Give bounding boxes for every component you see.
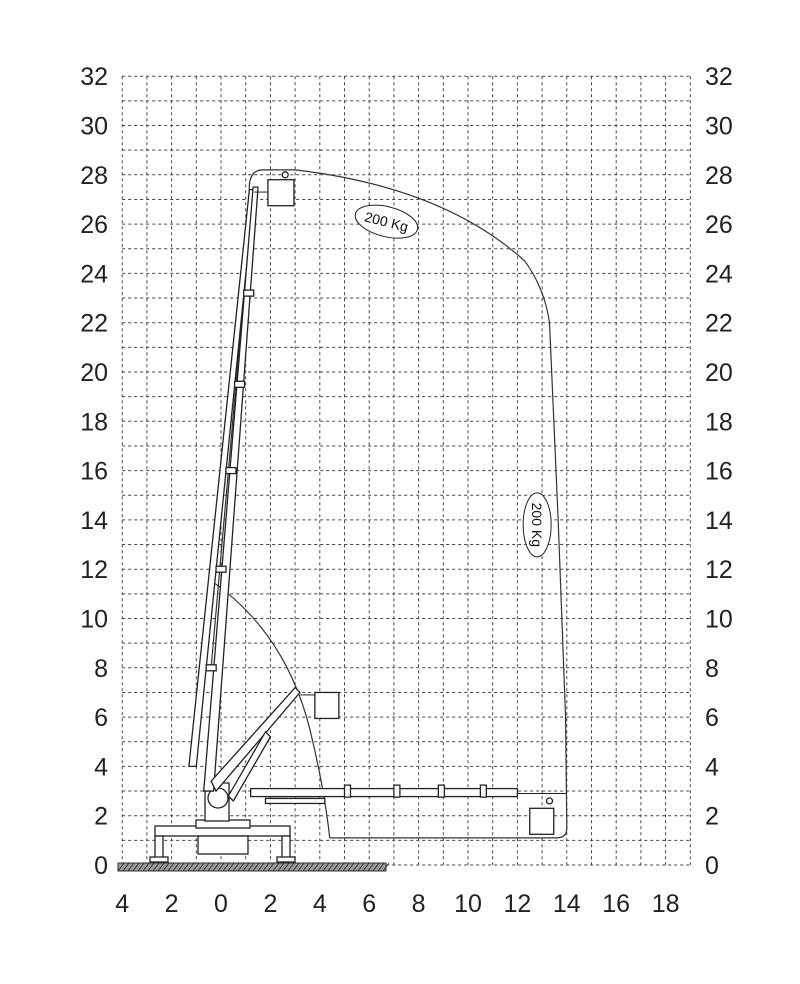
aerial-platform-machine (150, 172, 567, 862)
y-tick-label-left: 28 (80, 161, 108, 190)
boom-joint (345, 785, 351, 797)
x-tick-label: 14 (552, 890, 581, 918)
load-labels (352, 199, 551, 556)
y-tick-label-right: 2 (705, 802, 719, 831)
y-tick-label-left: 0 (94, 852, 108, 880)
y-tick-label-left: 4 (94, 753, 108, 782)
y-tick-label-left: 20 (80, 359, 108, 387)
top-basket-operator (282, 172, 288, 178)
y-axis-ticks-right (705, 63, 733, 880)
y-tick-label-left: 10 (80, 605, 108, 634)
x-tick-label: 4 (312, 890, 327, 918)
ground-base (118, 863, 389, 871)
y-tick-label-right: 32 (705, 63, 733, 92)
load-label-top-text: 200 Kg (363, 208, 410, 235)
boom-joint (438, 785, 444, 797)
load-label-top (352, 199, 421, 244)
y-tick-label-left: 32 (80, 63, 108, 92)
x-tick-label: 12 (503, 890, 532, 918)
y-tick-label-left: 30 (80, 112, 108, 141)
y-tick-label-right: 30 (705, 112, 733, 141)
x-tick-label: 16 (602, 890, 631, 918)
y-tick-label-left: 14 (80, 506, 108, 535)
x-tick-label: 6 (362, 890, 377, 918)
y-tick-label-left: 2 (94, 802, 108, 831)
right-basket (530, 808, 554, 834)
right-basket-operator (547, 798, 553, 804)
y-tick-label-right: 10 (705, 605, 733, 634)
boom-joint (394, 785, 400, 797)
x-tick-label: 10 (454, 890, 482, 918)
y-tick-label-left: 8 (94, 654, 108, 683)
y-axis-ticks-left (80, 63, 108, 880)
x-tick-label: 8 (411, 890, 426, 918)
y-tick-label-right: 24 (705, 260, 733, 289)
x-tick-label: 4 (115, 890, 130, 918)
y-tick-label-left: 26 (80, 211, 108, 240)
outrigger-pad-left (150, 857, 168, 862)
y-tick-label-left: 18 (80, 408, 108, 437)
y-tick-label-right: 28 (705, 161, 733, 190)
y-tick-label-right: 14 (705, 506, 733, 535)
boom-joint (244, 290, 254, 296)
y-tick-label-right: 20 (705, 359, 733, 387)
y-tick-label-left: 24 (80, 260, 108, 289)
x-tick-label: 0 (214, 890, 228, 918)
boom-horizontal-cylinder (265, 798, 324, 803)
boom-joint (226, 468, 236, 474)
y-tick-label-right: 22 (705, 309, 733, 338)
y-tick-label-right: 0 (705, 852, 719, 880)
y-tick-label-right: 4 (705, 753, 719, 782)
y-tick-label-right: 8 (705, 654, 719, 683)
y-tick-label-left: 16 (80, 457, 108, 486)
y-tick-label-right: 18 (705, 408, 733, 437)
boom-joint (216, 566, 226, 572)
y-tick-label-right: 16 (705, 457, 733, 486)
top-basket (268, 180, 294, 206)
boom-horizontal (251, 789, 518, 797)
boom-mid-outer (211, 688, 300, 792)
outrigger-pad-right (277, 857, 295, 862)
boom-joint (206, 665, 216, 671)
x-tick-label: 2 (164, 890, 179, 918)
mid-basket (315, 692, 339, 718)
y-tick-label-right: 6 (705, 704, 719, 733)
boom-vertical-inner (204, 187, 258, 791)
load-label-right-text: 200 Kg (529, 502, 546, 548)
y-tick-label-left: 6 (94, 704, 108, 733)
boom-joint (480, 785, 486, 797)
x-tick-label: 18 (651, 890, 680, 918)
y-tick-label-right: 26 (705, 211, 733, 240)
chassis (198, 836, 248, 854)
y-tick-label-left: 12 (80, 556, 108, 585)
y-tick-label-left: 22 (80, 309, 108, 338)
x-tick-label: 2 (263, 890, 278, 918)
load-label-right (523, 493, 551, 557)
y-tick-label-right: 12 (705, 556, 733, 585)
x-axis-ticks (115, 890, 679, 918)
boom-joint (235, 381, 245, 387)
